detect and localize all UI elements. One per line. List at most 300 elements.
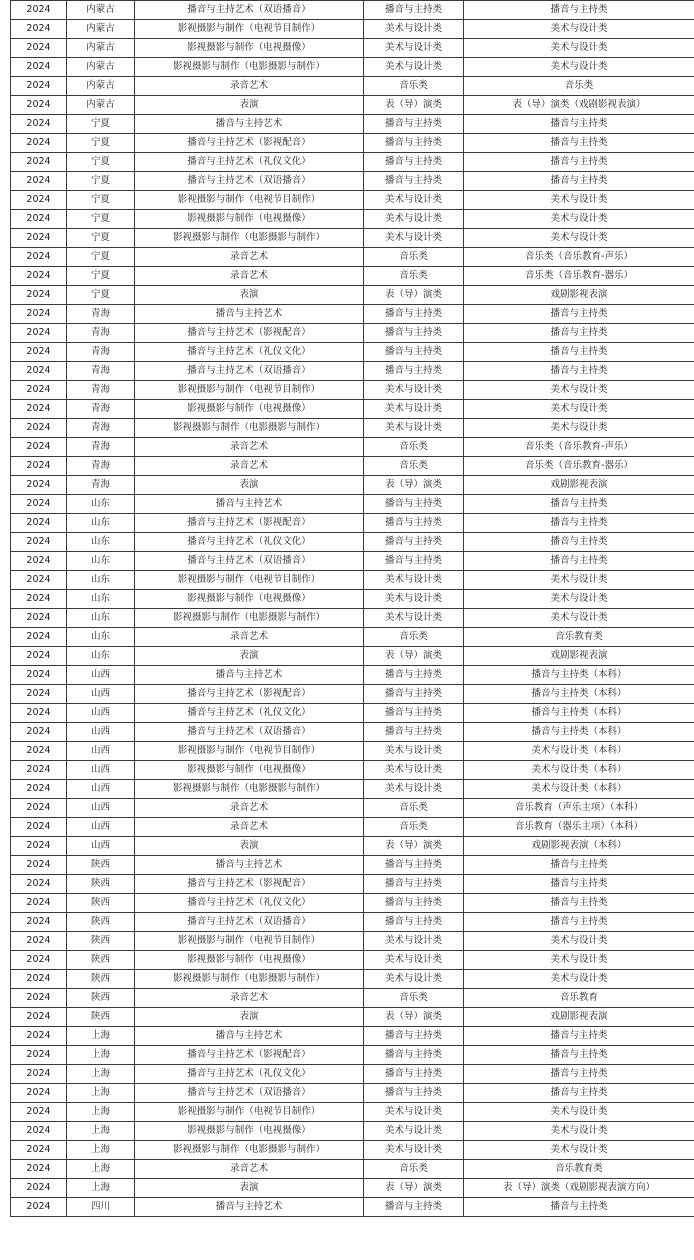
province-cell: 宁夏 (67, 286, 135, 305)
major-cell: 影视摄影与制作（电视节目制作） (135, 932, 364, 951)
province-cell: 山西 (67, 780, 135, 799)
category-cell: 美术与设计类 (364, 1103, 464, 1122)
category-cell: 音乐类 (364, 1160, 464, 1179)
major-cell: 表演 (135, 476, 364, 495)
category-cell: 美术与设计类 (364, 1141, 464, 1160)
category-cell: 播音与主持类 (364, 1027, 464, 1046)
major-cell: 播音与主持艺术（双语播音） (135, 913, 364, 932)
year-cell: 2024 (11, 77, 67, 96)
table-row (11, 229, 694, 248)
enrollment-table (10, 0, 694, 1217)
table-row (11, 400, 694, 419)
major-cell: 影视摄影与制作（电视节目制作） (135, 191, 364, 210)
year-cell: 2024 (11, 647, 67, 666)
table-row (11, 1141, 694, 1160)
exam-type-cell: 播音与主持类（本科） (464, 704, 694, 723)
year-cell: 2024 (11, 1198, 67, 1217)
year-cell: 2024 (11, 153, 67, 172)
exam-type-cell: 戏剧影视表演（本科） (464, 837, 694, 856)
major-cell: 影视摄影与制作（电视节目制作） (135, 571, 364, 590)
exam-type-cell: 美术与设计类 (464, 191, 694, 210)
table-row (11, 590, 694, 609)
major-cell: 播音与主持艺术（影视配音） (135, 685, 364, 704)
province-cell: 宁夏 (67, 210, 135, 229)
year-cell: 2024 (11, 761, 67, 780)
table-row (11, 533, 694, 552)
category-cell: 表（导）演类 (364, 286, 464, 305)
exam-type-cell: 播音与主持类（本科） (464, 723, 694, 742)
table-row (11, 685, 694, 704)
table-row (11, 742, 694, 761)
exam-type-cell: 播音与主持类 (464, 1065, 694, 1084)
major-cell: 录音艺术 (135, 457, 364, 476)
major-cell: 播音与主持艺术（双语播音） (135, 1, 364, 20)
major-cell: 播音与主持艺术（礼仪文化） (135, 894, 364, 913)
exam-type-cell: 美术与设计类 (464, 1122, 694, 1141)
major-cell: 影视摄影与制作（电视摄像） (135, 39, 364, 58)
major-cell: 播音与主持艺术（礼仪文化） (135, 343, 364, 362)
table-row (11, 153, 694, 172)
exam-type-cell: 播音与主持类 (464, 894, 694, 913)
year-cell: 2024 (11, 286, 67, 305)
exam-type-cell: 戏剧影视表演 (464, 476, 694, 495)
year-cell: 2024 (11, 1122, 67, 1141)
exam-type-cell: 美术与设计类 (464, 1103, 694, 1122)
province-cell: 青海 (67, 324, 135, 343)
year-cell: 2024 (11, 419, 67, 438)
major-cell: 表演 (135, 837, 364, 856)
province-cell: 陕西 (67, 951, 135, 970)
table-row (11, 1160, 694, 1179)
year-cell: 2024 (11, 685, 67, 704)
category-cell: 美术与设计类 (364, 761, 464, 780)
year-cell: 2024 (11, 362, 67, 381)
province-cell: 山西 (67, 837, 135, 856)
category-cell: 表（导）演类 (364, 1179, 464, 1198)
province-cell: 陕西 (67, 932, 135, 951)
table-row (11, 286, 694, 305)
province-cell: 山西 (67, 799, 135, 818)
category-cell: 播音与主持类 (364, 1198, 464, 1217)
category-cell: 美术与设计类 (364, 400, 464, 419)
year-cell: 2024 (11, 495, 67, 514)
year-cell: 2024 (11, 856, 67, 875)
exam-type-cell: 播音与主持类 (464, 1027, 694, 1046)
category-cell: 美术与设计类 (364, 932, 464, 951)
province-cell: 山东 (67, 533, 135, 552)
year-cell: 2024 (11, 552, 67, 571)
table-row (11, 571, 694, 590)
province-cell: 内蒙古 (67, 77, 135, 96)
major-cell: 影视摄影与制作（电影摄影与制作） (135, 609, 364, 628)
province-cell: 陕西 (67, 970, 135, 989)
major-cell: 影视摄影与制作（电影摄影与制作） (135, 1141, 364, 1160)
major-cell: 影视摄影与制作（电影摄影与制作） (135, 780, 364, 799)
province-cell: 内蒙古 (67, 39, 135, 58)
year-cell: 2024 (11, 932, 67, 951)
year-cell: 2024 (11, 248, 67, 267)
exam-type-cell: 播音与主持类 (464, 115, 694, 134)
exam-type-cell: 美术与设计类 (464, 20, 694, 39)
year-cell: 2024 (11, 571, 67, 590)
province-cell: 山西 (67, 685, 135, 704)
exam-type-cell: 音乐教育类 (464, 628, 694, 647)
year-cell: 2024 (11, 742, 67, 761)
province-cell: 山西 (67, 723, 135, 742)
year-cell: 2024 (11, 210, 67, 229)
table-row (11, 1046, 694, 1065)
province-cell: 四川 (67, 1198, 135, 1217)
major-cell: 播音与主持艺术 (135, 115, 364, 134)
table-row (11, 780, 694, 799)
major-cell: 播音与主持艺术（影视配音） (135, 324, 364, 343)
year-cell: 2024 (11, 970, 67, 989)
major-cell: 播音与主持艺术（影视配音） (135, 1046, 364, 1065)
category-cell: 播音与主持类 (364, 533, 464, 552)
major-cell: 播音与主持艺术（双语播音） (135, 1084, 364, 1103)
table-row (11, 77, 694, 96)
major-cell: 影视摄影与制作（电视摄像） (135, 590, 364, 609)
table-row (11, 115, 694, 134)
category-cell: 音乐类 (364, 438, 464, 457)
major-cell: 播音与主持艺术（双语播音） (135, 552, 364, 571)
exam-type-cell: 美术与设计类 (464, 381, 694, 400)
table-row (11, 723, 694, 742)
major-cell: 播音与主持艺术 (135, 856, 364, 875)
table-row (11, 628, 694, 647)
year-cell: 2024 (11, 514, 67, 533)
table-row (11, 875, 694, 894)
exam-type-cell: 播音与主持类 (464, 514, 694, 533)
table-row (11, 305, 694, 324)
category-cell: 表（导）演类 (364, 647, 464, 666)
year-cell: 2024 (11, 134, 67, 153)
table-row (11, 799, 694, 818)
table-row (11, 419, 694, 438)
year-cell: 2024 (11, 39, 67, 58)
exam-type-cell: 播音与主持类 (464, 343, 694, 362)
exam-type-cell: 音乐类（音乐教育-声乐） (464, 438, 694, 457)
province-cell: 宁夏 (67, 134, 135, 153)
province-cell: 山东 (67, 552, 135, 571)
year-cell: 2024 (11, 58, 67, 77)
province-cell: 陕西 (67, 856, 135, 875)
table-row (11, 932, 694, 951)
exam-type-cell: 播音与主持类 (464, 172, 694, 191)
year-cell: 2024 (11, 666, 67, 685)
year-cell: 2024 (11, 590, 67, 609)
exam-type-cell: 播音与主持类（本科） (464, 666, 694, 685)
year-cell: 2024 (11, 894, 67, 913)
major-cell: 影视摄影与制作（电视摄像） (135, 400, 364, 419)
province-cell: 山东 (67, 590, 135, 609)
year-cell: 2024 (11, 400, 67, 419)
exam-type-cell: 音乐教育（声乐主项）（本科） (464, 799, 694, 818)
major-cell: 录音艺术 (135, 438, 364, 457)
major-cell: 录音艺术 (135, 1160, 364, 1179)
year-cell: 2024 (11, 1179, 67, 1198)
table-row (11, 172, 694, 191)
major-cell: 播音与主持艺术（双语播音） (135, 362, 364, 381)
table-row (11, 1103, 694, 1122)
table-row (11, 438, 694, 457)
table-row (11, 362, 694, 381)
category-cell: 播音与主持类 (364, 153, 464, 172)
category-cell: 美术与设计类 (364, 419, 464, 438)
year-cell: 2024 (11, 267, 67, 286)
exam-type-cell: 播音与主持类 (464, 552, 694, 571)
table-row (11, 761, 694, 780)
major-cell: 录音艺术 (135, 799, 364, 818)
province-cell: 内蒙古 (67, 20, 135, 39)
category-cell: 播音与主持类 (364, 305, 464, 324)
category-cell: 美术与设计类 (364, 742, 464, 761)
year-cell: 2024 (11, 1027, 67, 1046)
province-cell: 上海 (67, 1122, 135, 1141)
major-cell: 影视摄影与制作（电视摄像） (135, 761, 364, 780)
exam-type-cell: 美术与设计类 (464, 1141, 694, 1160)
year-cell: 2024 (11, 20, 67, 39)
table-row (11, 989, 694, 1008)
major-cell: 表演 (135, 1008, 364, 1027)
province-cell: 上海 (67, 1160, 135, 1179)
province-cell: 宁夏 (67, 172, 135, 191)
category-cell: 美术与设计类 (364, 951, 464, 970)
table-row (11, 248, 694, 267)
category-cell: 播音与主持类 (364, 856, 464, 875)
year-cell: 2024 (11, 875, 67, 894)
category-cell: 播音与主持类 (364, 1065, 464, 1084)
table-row (11, 324, 694, 343)
province-cell: 陕西 (67, 989, 135, 1008)
province-cell: 内蒙古 (67, 58, 135, 77)
province-cell: 青海 (67, 457, 135, 476)
category-cell: 音乐类 (364, 818, 464, 837)
major-cell: 播音与主持艺术（双语播音） (135, 172, 364, 191)
table-row (11, 894, 694, 913)
table-row (11, 1198, 694, 1217)
category-cell: 美术与设计类 (364, 970, 464, 989)
table-row (11, 951, 694, 970)
table-row (11, 58, 694, 77)
category-cell: 播音与主持类 (364, 134, 464, 153)
province-cell: 上海 (67, 1084, 135, 1103)
province-cell: 上海 (67, 1179, 135, 1198)
province-cell: 陕西 (67, 894, 135, 913)
category-cell: 播音与主持类 (364, 723, 464, 742)
year-cell: 2024 (11, 837, 67, 856)
province-cell: 上海 (67, 1065, 135, 1084)
table-row (11, 343, 694, 362)
year-cell: 2024 (11, 229, 67, 248)
category-cell: 播音与主持类 (364, 514, 464, 533)
table-row (11, 96, 694, 115)
province-cell: 上海 (67, 1046, 135, 1065)
table-row (11, 913, 694, 932)
table-row (11, 1065, 694, 1084)
major-cell: 录音艺术 (135, 77, 364, 96)
major-cell: 播音与主持艺术（礼仪文化） (135, 704, 364, 723)
table-row (11, 1122, 694, 1141)
exam-type-cell: 播音与主持类（本科） (464, 685, 694, 704)
exam-type-cell: 播音与主持类 (464, 875, 694, 894)
exam-type-cell: 播音与主持类 (464, 134, 694, 153)
exam-type-cell: 美术与设计类 (464, 39, 694, 58)
table-row (11, 666, 694, 685)
category-cell: 美术与设计类 (364, 381, 464, 400)
major-cell: 播音与主持艺术（礼仪文化） (135, 533, 364, 552)
province-cell: 陕西 (67, 875, 135, 894)
year-cell: 2024 (11, 1046, 67, 1065)
exam-type-cell: 音乐类（音乐教育-器乐） (464, 457, 694, 476)
year-cell: 2024 (11, 1160, 67, 1179)
category-cell: 美术与设计类 (364, 20, 464, 39)
year-cell: 2024 (11, 723, 67, 742)
year-cell: 2024 (11, 1141, 67, 1160)
major-cell: 影视摄影与制作（电视摄像） (135, 1122, 364, 1141)
category-cell: 美术与设计类 (364, 590, 464, 609)
exam-type-cell: 音乐类 (464, 77, 694, 96)
year-cell: 2024 (11, 533, 67, 552)
table-row (11, 495, 694, 514)
category-cell: 播音与主持类 (364, 343, 464, 362)
category-cell: 表（导）演类 (364, 96, 464, 115)
exam-type-cell: 播音与主持类 (464, 533, 694, 552)
category-cell: 播音与主持类 (364, 115, 464, 134)
major-cell: 影视摄影与制作（电视节目制作） (135, 381, 364, 400)
province-cell: 青海 (67, 476, 135, 495)
exam-type-cell: 美术与设计类（本科） (464, 742, 694, 761)
category-cell: 音乐类 (364, 799, 464, 818)
province-cell: 山西 (67, 742, 135, 761)
year-cell: 2024 (11, 989, 67, 1008)
exam-type-cell: 播音与主持类 (464, 362, 694, 381)
province-cell: 陕西 (67, 913, 135, 932)
exam-type-cell: 播音与主持类 (464, 495, 694, 514)
table-row (11, 837, 694, 856)
category-cell: 音乐类 (364, 77, 464, 96)
category-cell: 表（导）演类 (364, 1008, 464, 1027)
exam-type-cell: 音乐教育 (464, 989, 694, 1008)
major-cell: 播音与主持艺术（礼仪文化） (135, 1065, 364, 1084)
category-cell: 美术与设计类 (364, 229, 464, 248)
major-cell: 影视摄影与制作（电影摄影与制作） (135, 419, 364, 438)
exam-type-cell: 美术与设计类 (464, 571, 694, 590)
province-cell: 宁夏 (67, 229, 135, 248)
major-cell: 影视摄影与制作（电影摄影与制作） (135, 58, 364, 77)
province-cell: 宁夏 (67, 115, 135, 134)
major-cell: 播音与主持艺术 (135, 305, 364, 324)
exam-type-cell: 播音与主持类 (464, 324, 694, 343)
exam-type-cell: 美术与设计类 (464, 932, 694, 951)
major-cell: 播音与主持艺术 (135, 495, 364, 514)
category-cell: 播音与主持类 (364, 172, 464, 191)
category-cell: 播音与主持类 (364, 495, 464, 514)
year-cell: 2024 (11, 1008, 67, 1027)
category-cell: 表（导）演类 (364, 837, 464, 856)
category-cell: 表（导）演类 (364, 476, 464, 495)
year-cell: 2024 (11, 1103, 67, 1122)
year-cell: 2024 (11, 780, 67, 799)
year-cell: 2024 (11, 1065, 67, 1084)
category-cell: 音乐类 (364, 628, 464, 647)
year-cell: 2024 (11, 96, 67, 115)
exam-type-cell: 美术与设计类 (464, 210, 694, 229)
major-cell: 播音与主持艺术 (135, 666, 364, 685)
exam-type-cell: 播音与主持类 (464, 1, 694, 20)
category-cell: 播音与主持类 (364, 362, 464, 381)
exam-type-cell: 播音与主持类 (464, 913, 694, 932)
table-row (11, 267, 694, 286)
major-cell: 影视摄影与制作（电视摄像） (135, 210, 364, 229)
table-row (11, 1008, 694, 1027)
province-cell: 山西 (67, 666, 135, 685)
major-cell: 表演 (135, 647, 364, 666)
exam-type-cell: 美术与设计类（本科） (464, 780, 694, 799)
exam-type-cell: 美术与设计类 (464, 609, 694, 628)
exam-type-cell: 播音与主持类 (464, 305, 694, 324)
major-cell: 录音艺术 (135, 628, 364, 647)
exam-type-cell: 表（导）演类（戏剧影视表演） (464, 96, 694, 115)
major-cell: 播音与主持艺术 (135, 1027, 364, 1046)
exam-type-cell: 美术与设计类 (464, 951, 694, 970)
year-cell: 2024 (11, 609, 67, 628)
province-cell: 山东 (67, 495, 135, 514)
major-cell: 录音艺术 (135, 248, 364, 267)
year-cell: 2024 (11, 1084, 67, 1103)
major-cell: 影视摄影与制作（电影摄影与制作） (135, 229, 364, 248)
year-cell: 2024 (11, 818, 67, 837)
exam-type-cell: 播音与主持类 (464, 1198, 694, 1217)
province-cell: 山东 (67, 609, 135, 628)
exam-type-cell: 音乐类（音乐教育-声乐） (464, 248, 694, 267)
table-row (11, 970, 694, 989)
category-cell: 播音与主持类 (364, 1084, 464, 1103)
exam-type-cell: 美术与设计类 (464, 590, 694, 609)
table-row (11, 20, 694, 39)
major-cell: 录音艺术 (135, 818, 364, 837)
year-cell: 2024 (11, 628, 67, 647)
major-cell: 播音与主持艺术（影视配音） (135, 514, 364, 533)
category-cell: 音乐类 (364, 457, 464, 476)
category-cell: 播音与主持类 (364, 1, 464, 20)
category-cell: 播音与主持类 (364, 875, 464, 894)
category-cell: 美术与设计类 (364, 58, 464, 77)
category-cell: 音乐类 (364, 248, 464, 267)
province-cell: 青海 (67, 305, 135, 324)
exam-type-cell: 戏剧影视表演 (464, 286, 694, 305)
exam-type-cell: 戏剧影视表演 (464, 1008, 694, 1027)
table-row (11, 1084, 694, 1103)
year-cell: 2024 (11, 115, 67, 134)
category-cell: 音乐类 (364, 989, 464, 1008)
category-cell: 播音与主持类 (364, 913, 464, 932)
major-cell: 影视摄影与制作（电视节目制作） (135, 20, 364, 39)
exam-type-cell: 美术与设计类 (464, 419, 694, 438)
exam-type-cell: 美术与设计类 (464, 400, 694, 419)
province-cell: 山东 (67, 647, 135, 666)
category-cell: 播音与主持类 (364, 704, 464, 723)
province-cell: 宁夏 (67, 153, 135, 172)
category-cell: 美术与设计类 (364, 780, 464, 799)
province-cell: 内蒙古 (67, 96, 135, 115)
year-cell: 2024 (11, 457, 67, 476)
exam-type-cell: 播音与主持类 (464, 1084, 694, 1103)
table-body (11, 1, 694, 1217)
year-cell: 2024 (11, 438, 67, 457)
exam-type-cell: 音乐类（音乐教育-器乐） (464, 267, 694, 286)
province-cell: 内蒙古 (67, 1, 135, 20)
